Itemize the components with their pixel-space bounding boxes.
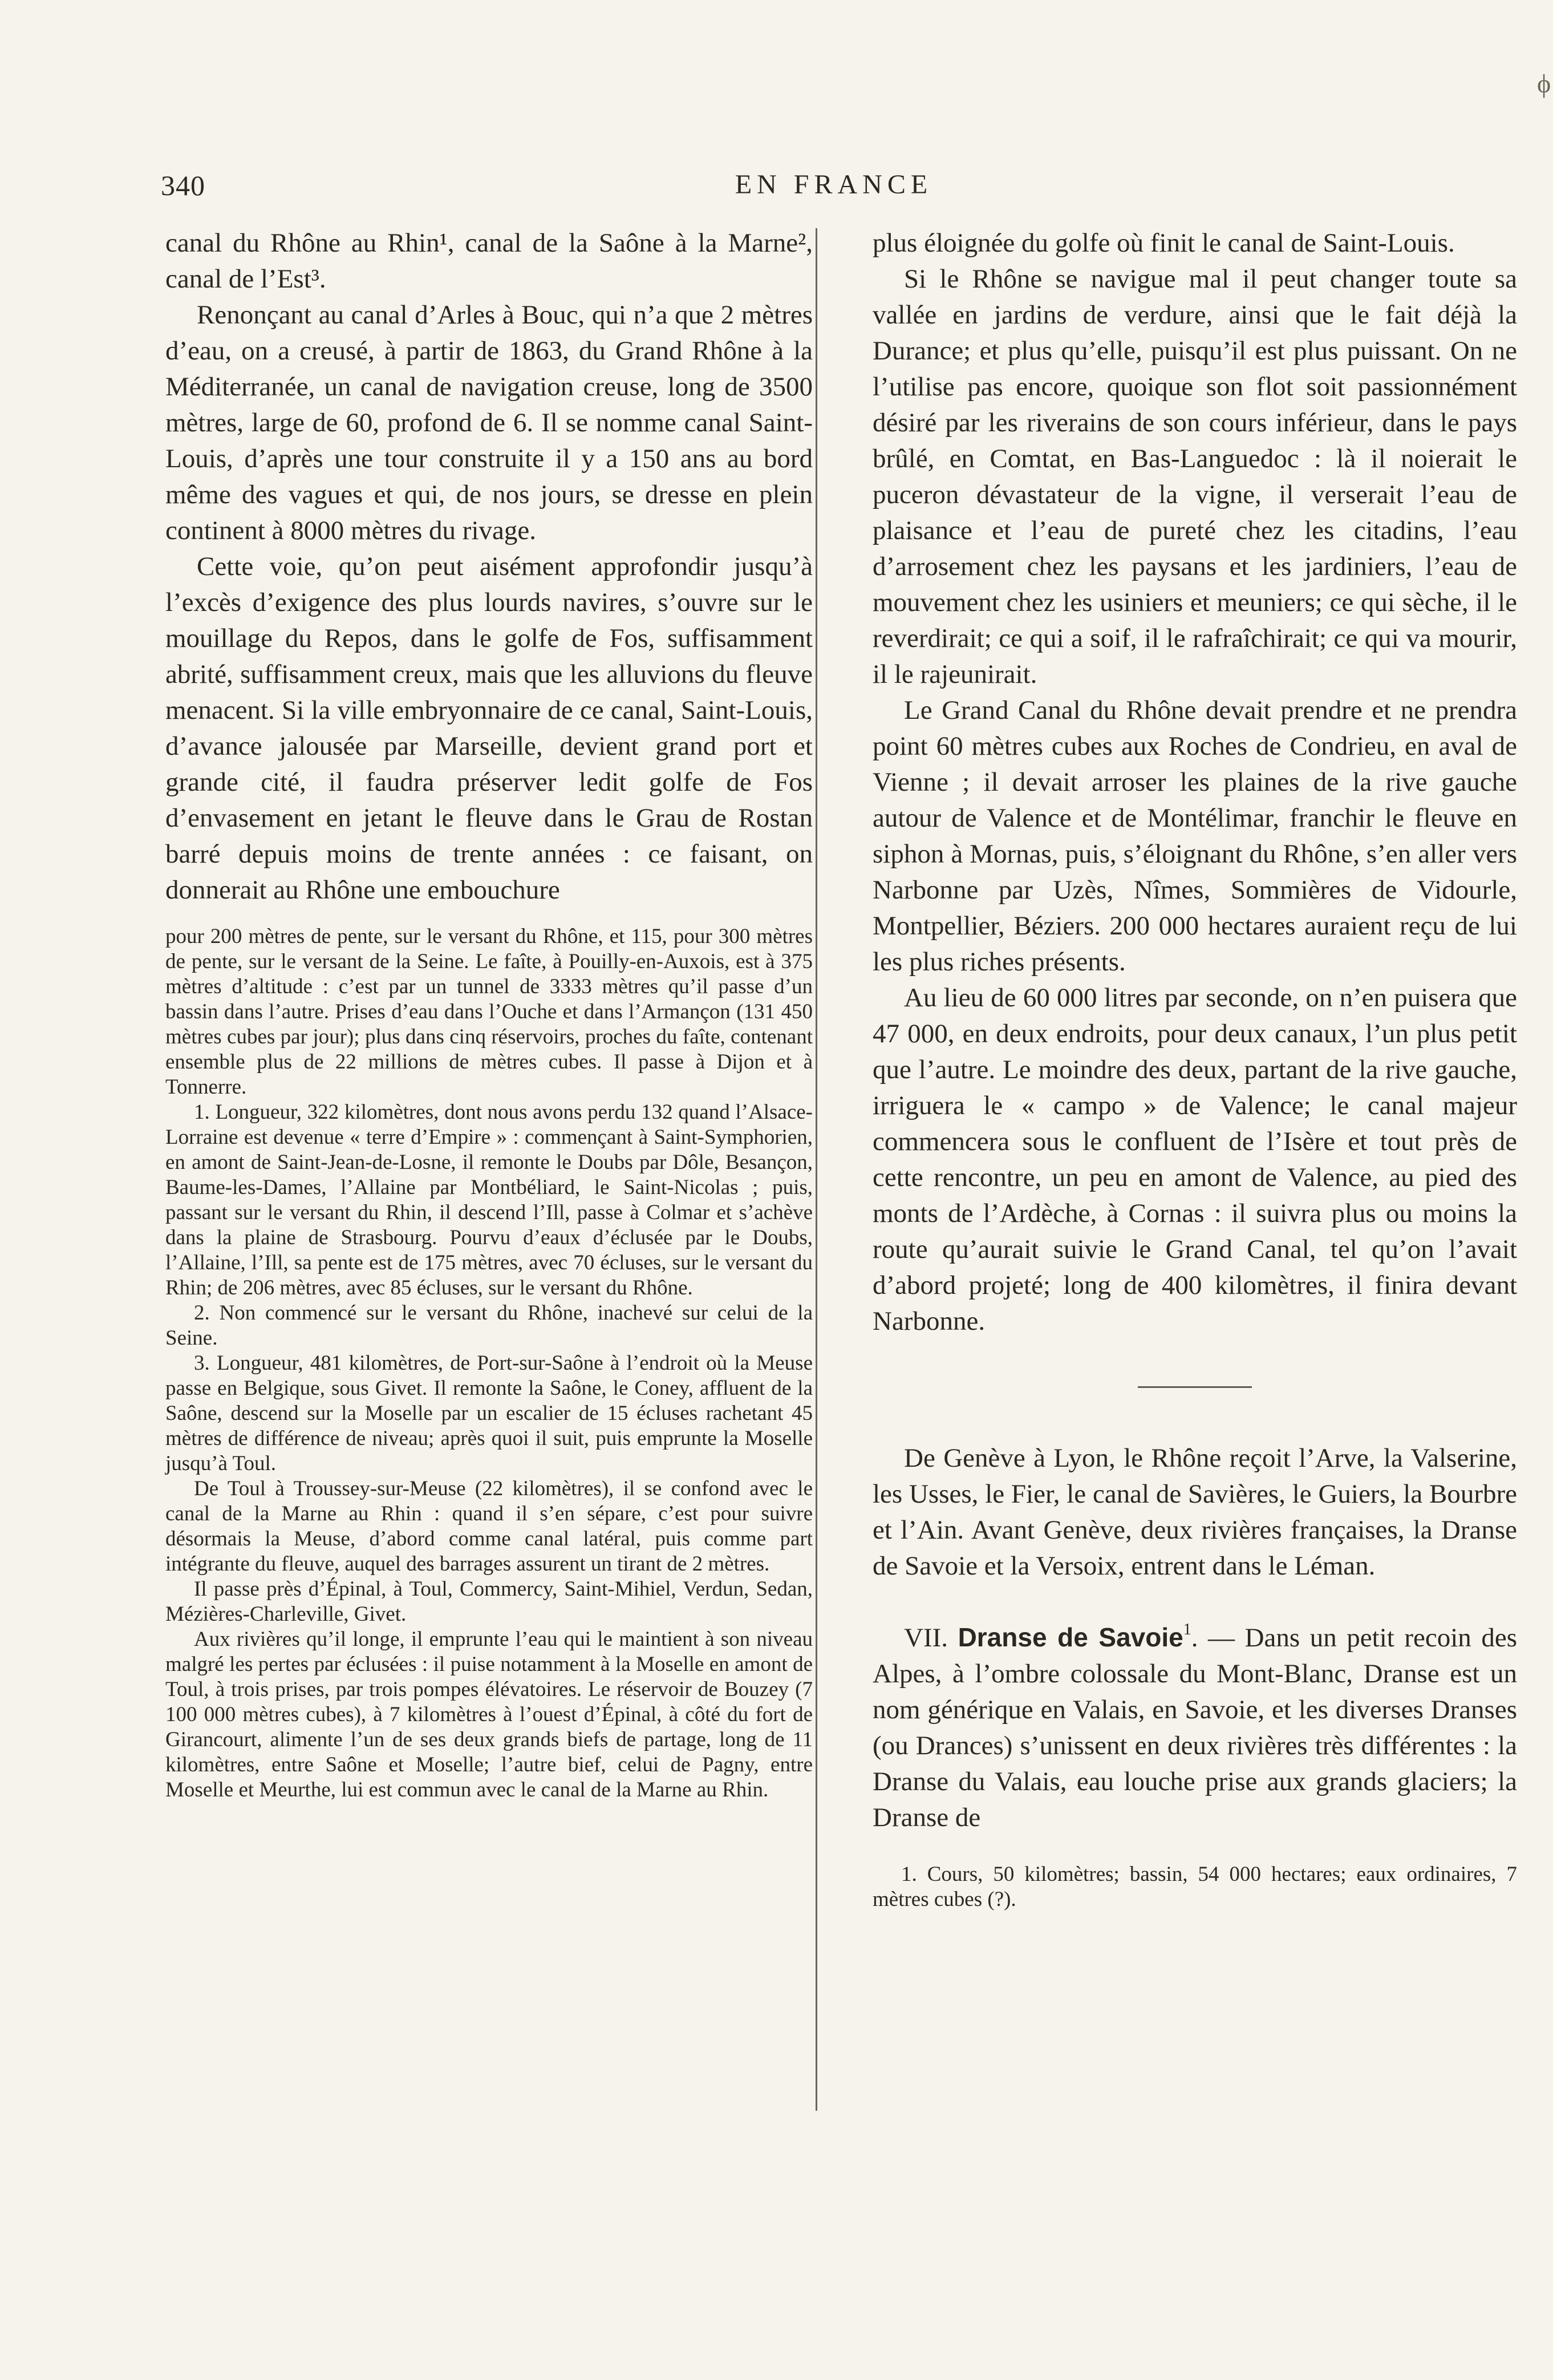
running-title: EN FRANCE [735,169,933,200]
footnote-3-continued-b: Il passe près d’Épinal, à Toul, Commercy, Saint-Mihiel, Verdun, Sedan, Mézières-Charleville, Givet. [165,1577,813,1626]
footnote-1: 1. Longueur, 322 kilomètres, dont nous avons perdu 132 quand l’Alsace-Lorraine est devenue « terre d’Empire » : commençant à Saint-Symphorien, en amont de Saint-Jean-de-Losne, il remonte le Doubs par Dôle, Besançon, Baume-les-Dames, l’Allaine par Montbéliard, le Saint-Nicolas ; puis, passant sur le versant du Rhin, il descend l’Ill, passe à Colmar et s’achève dans la plaine de Strasbourg. Pourvu d’eaux d’éclusée par le Doubs, l’Allaine, l’Ill, sa pente est de 175 mètres, avec 70 écluses, sur le versant du Rhin; de 206 mètres, avec 85 écluses, sur le versant du Rhône. [165,1100,813,1300]
left-paragraph-2: Renonçant au canal d’Arles à Bouc, qui n’a que 2 mètres d’eau, on a creusé, à partir de 1863, du Grand Rhône à la Méditerranée, un canal de navigation creuse, long de 3500 mètres, large de 60, profond de 6. Il se nomme canal Saint-Louis, d’après une tour construite il y a 150 ans au bord même des vagues et qui, de nos jours, se dresse en plein continent à 8000 mètres du rivage. [165,300,813,545]
margin-mark: ϕ [1537,69,1551,98]
right-footnotes [873,1862,1517,1912]
right-paragraph-3: Le Grand Canal du Rhône devait prendre et ne prendra point 60 mètres cubes aux Roches de Condrieu, en aval de Vienne ; il devait arroser les plaines de la rive gauche autour de Valence et de Montélimar, franchir le fleuve en siphon à Mornas, puis, s’éloignant du Rhône, s’en aller vers Narbonne par Uzès, Nîmes, Sommières de Vidourle, Montpellier, Béziers. 200 000 hectares auraient reçu de lui les plus riches présents. [873,695,1517,977]
section-dranse [873,1440,1517,1836]
page-header [161,169,1507,214]
footnote-3-continued-a: De Toul à Troussey-sur-Meuse (22 kilomètres), il se confond avec le canal de la Marne au Rhin : quand il s’en sépare, c’est pour suivre désormais la Meuse, d’abord comme canal latéral, puis comme part intégrante du fleuve, auquel des barrages assurent un tirant de 2 mètres. [165,1477,813,1576]
left-column [165,225,813,1803]
page-number: 340 [161,169,205,201]
right-column [873,225,1517,1912]
right-paragraph-4: Au lieu de 60 000 litres par seconde, on n’en puisera que 47 000, en deux endroits, pour deux canaux, l’un plus petit que l’autre. Le moindre des deux, partant de la rive gauche, irriguera le « campo » de Valence; le canal majeur commencera sous le confluent de l’Isère et tout près de cette rencontre, un peu en amont de Valence, au pied des monts de l’Ardèche, à Cornas : il suivra plus ou moins la route qu’aurait suivie le Grand Canal, tel qu’on l’avait d’abord projeté; long de 400 kilomètres, il finira devant Narbonne. [873,983,1517,1336]
section-text: . — Dans un petit recoin des Alpes, à l’ombre colossale du Mont-Blanc, Dranse est un nom générique en Valais, en Savoie, et les diverses Dranses (ou Drances) s’unissent en deux rivières très différentes : la Dranse du Valais, eau louche prise aux grands glaciers; la Dranse de [873,1623,1517,1832]
section-title: Dranse de Savoie [958,1622,1183,1652]
left-footnotes [165,924,813,1803]
column-rule [816,228,817,2111]
section-intro: De Genève à Lyon, le Rhône reçoit l’Arve, la Valserine, les Usses, le Fier, le canal de Savières, le Guiers, la Bourbre et l’Ain. Avant Genève, deux rivières françaises, la Dranse de Savoie et la Versoix, entrent dans le Léman. [873,1443,1517,1581]
section-number: VII. [904,1623,948,1653]
right-footnote-1: 1. Cours, 50 kilomètres; bassin, 54 000 hectares; eaux ordinaires, 7 mètres cubes (?). [873,1863,1517,1911]
right-paragraph-1: plus éloignée du golfe où finit le canal de Saint-Louis. [873,228,1455,258]
section-separator [1138,1386,1252,1388]
right-paragraph-2: Si le Rhône se navigue mal il peut changer toute sa vallée en jardins de verdure, ainsi que le fait déjà la Durance; et plus qu’elle, puisqu’il est plus puissant. On ne l’utilise pas encore, quoique son flot soit passionnément désiré par les riverains de son cours inférieur, dans le pays brûlé, en Comtat, en Bas-Languedoc : là il noierait le puceron dévastateur de la vigne, il verserait l’eau de plaisance et l’eau de pureté chez les citadins, l’eau d’arrosement chez les paysans et les jardiniers, l’eau de mouvement chez les usiniers et meuniers; ce qui sèche, il le reverdirait; ce qui a soif, il le rafraîchirait; ce qui va mourir, il le rajeunirait. [873,264,1517,689]
footnote-3-continued-c: Aux rivières qu’il longe, il emprunte l’eau qui le maintient à son niveau malgré les pertes par éclusées : il puise notamment à la Moselle en amont de Toul, à trois prises, par trois pompes élévatoires. Le réservoir de Bouzey (7 100 000 mètres cubes), à 7 kilomètres à l’ouest d’Épinal, à côté du fort de Girancourt, alimente l’un de ses deux grands biefs de partage, long de 11 kilomètres, entre Saône et Moselle; l’autre bief, celui de Pagny, entre Moselle et Meurthe, lui est commun avec le canal de la Marne au Rhin. [165,1628,813,1802]
left-paragraph-1: canal du Rhône au Rhin¹, canal de la Saône à la Marne², canal de l’Est³. [165,228,813,294]
left-paragraph-3: Cette voie, qu’on peut aisément approfondir jusqu’à l’excès d’exigence des plus lourds navires, s’ouvre sur le mouillage du Repos, dans le golfe de Fos, suffisamment abrité, suffisamment creux, mais que les alluvions du fleuve menacent. Si la ville embryonnaire de ce canal, Saint-Louis, d’avance jalousée par Marseille, devient grand port et grande cité, il faudra préserver ledit golfe de Fos d’envasement en jetant le fleuve dans le Grau de Rostan barré depuis moins de trente années : ce faisant, on donnerait au Rhône une embouchure [165,552,813,905]
section-note-ref: 1 [1183,1621,1191,1639]
footnote-2: 2. Non commencé sur le versant du Rhône, inachevé sur celui de la Seine. [165,1301,813,1350]
footnote-continuation: pour 200 mètres de pente, sur le versant du Rhône, et 115, pour 300 mètres de pente, sur le versant de la Seine. Le faîte, à Pouilly-en-Auxois, est à 375 mètres d’altitude : c’est par un tunnel de 3333 mètres qu’il passe d’un bassin dans l’autre. Prises d’eau dans l’Ouche et dans l’Armançon (131 450 mètres cubes par jour); plus dans cinq réservoirs, proches du faîte, contenant ensemble plus de 22 millions de mètres cubes. Il passe à Dijon et à Tonnerre. [165,925,813,1099]
footnote-3: 3. Longueur, 481 kilomètres, de Port-sur-Saône à l’endroit où la Meuse passe en Belgique, sous Givet. Il remonte la Saône, le Coney, affluent de la Saône, descend sur la Moselle par un escalier de 15 écluses rachetant 45 mètres de différence de niveau; après quoi il suit, puis emprunte la Moselle jusqu’à Toul. [165,1351,813,1475]
section-heading-paragraph [873,1620,1517,1836]
